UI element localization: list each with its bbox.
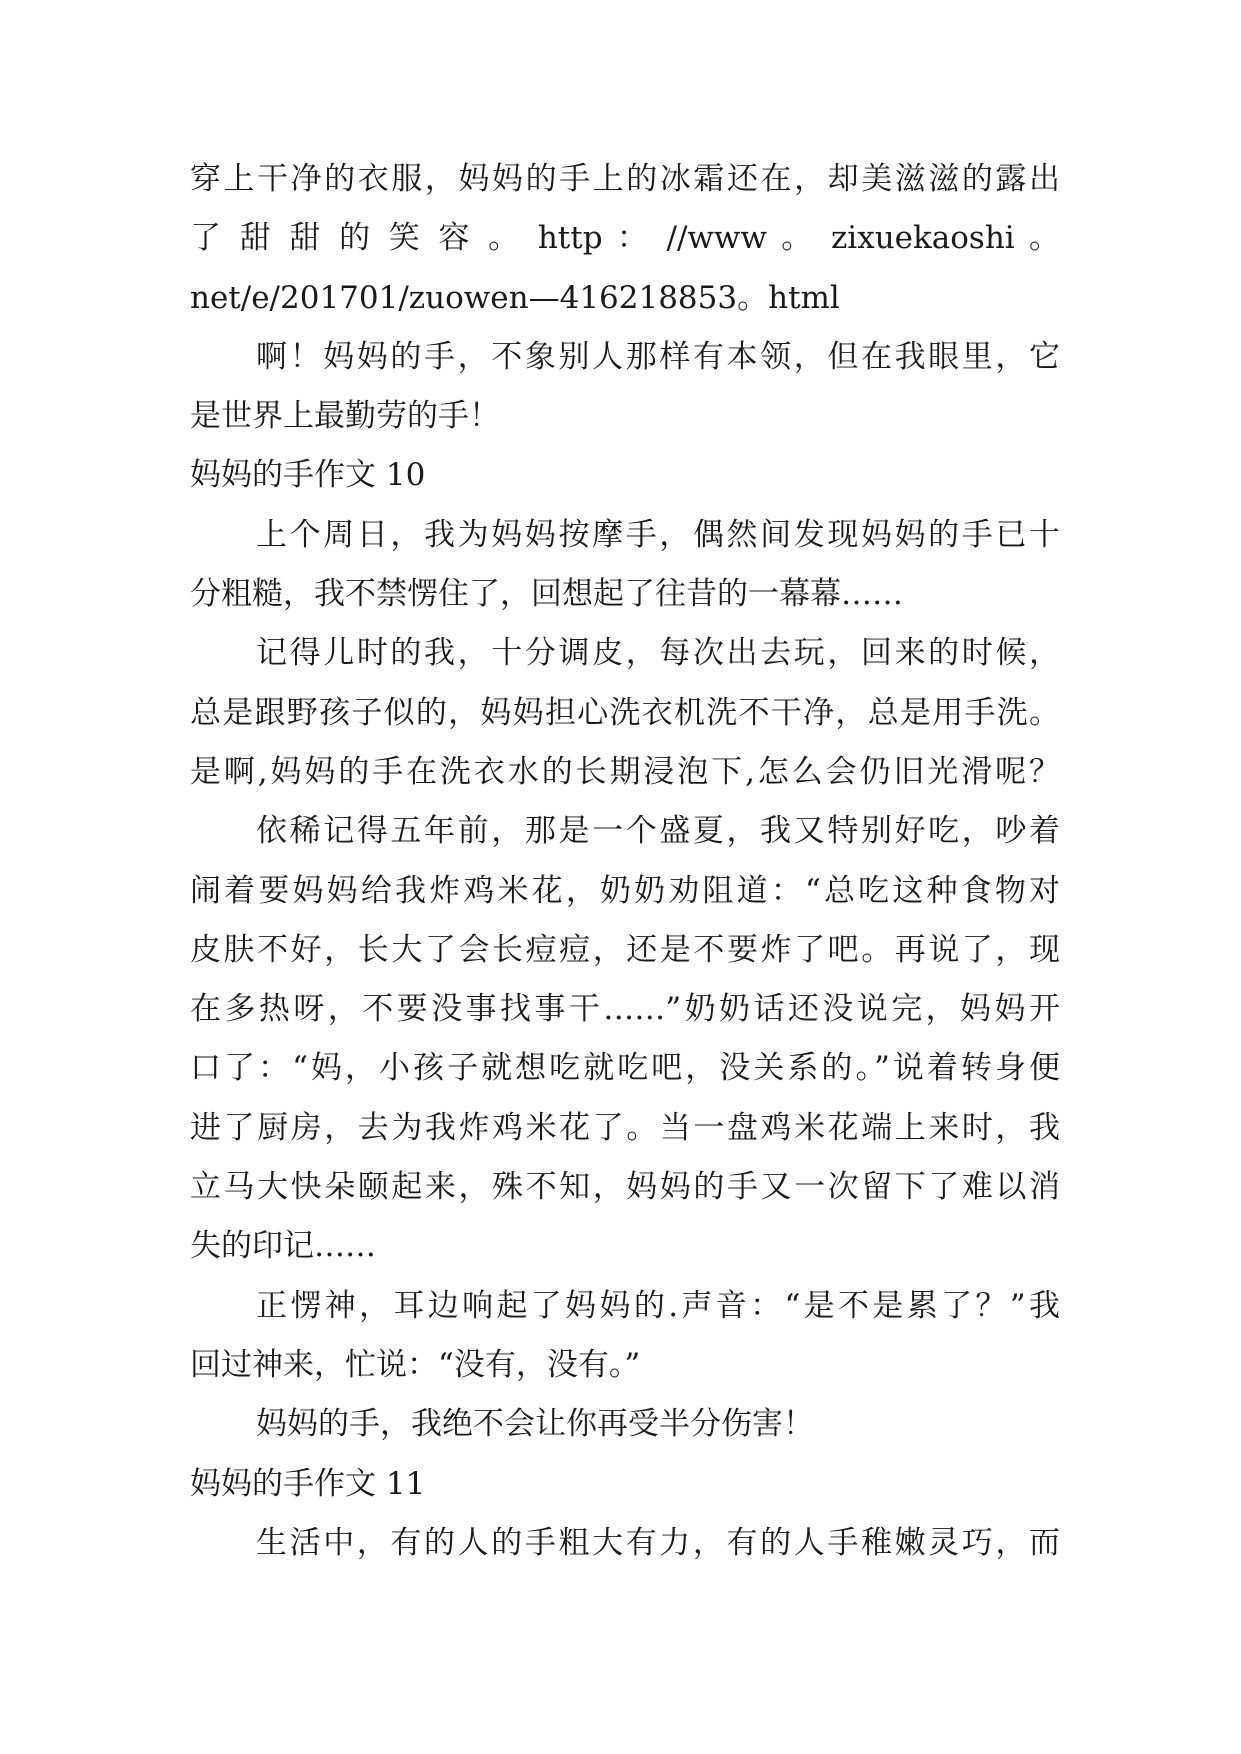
text-line: 回过神来，忙说：“没有，没有。” <box>190 1346 641 1383</box>
section-heading: 妈妈的手作文 10 <box>190 457 426 494</box>
section-heading: 妈妈的手作文 11 <box>190 1465 426 1502</box>
text-line: 闹着要妈妈给我炸鸡米花，奶奶劝阻道：“总吃这种食物对 <box>190 872 1060 909</box>
text-line: 上个周日，我为妈妈按摩手，偶然间发现妈妈的手已十 <box>256 516 1060 553</box>
document-page <box>190 150 1060 1573</box>
text-line: 妈妈的手，我绝不会让你再受半分伤害！ <box>256 1406 814 1443</box>
text-line: 生活中，有的人的手粗大有力，有的人手稚嫩灵巧，而 <box>256 1524 1060 1561</box>
text-line: 记得儿时的我，十分调皮，每次出去玩，回来的时候， <box>256 635 1060 672</box>
text-line: 了 甜 甜 的 笑 容 。 http ： //www 。 zixuekaoshi 。 <box>190 220 1060 257</box>
text-line: 进了厨房，去为我炸鸡米花了。当一盘鸡米花端上来时，我 <box>190 1109 1060 1146</box>
text-line: 分粗糙，我不禁愣住了，回想起了往昔的一幕幕…… <box>190 576 903 613</box>
text-line: 依稀记得五年前，那是一个盛夏，我又特别好吃，吵着 <box>256 813 1060 850</box>
text-line: 穿上干净的衣服，妈妈的手上的冰霜还在，却美滋滋的露出 <box>190 161 1060 197</box>
text-line: 是啊,妈妈的手在洗衣水的长期浸泡下,怎么会仍旧光滑呢？ <box>190 753 1060 790</box>
text-line: 正愣神，耳边响起了妈妈的.声音：“是不是累了？”我 <box>256 1287 1060 1324</box>
text-line: 皮肤不好，长大了会长痘痘，还是不要炸了吧。再说了，现 <box>190 931 1060 968</box>
text-line: 口了：“妈，小孩子就想吃就吃吧，没关系的。”说着转身便 <box>190 1050 1060 1087</box>
text-line: 啊！妈妈的手，不象别人那样有本领，但在我眼里，它 <box>256 338 1060 375</box>
text-line: 是世界上最勤劳的手！ <box>190 398 500 435</box>
text-line: 在多热呀，不要没事找事干……”奶奶话还没说完，妈妈开 <box>190 991 1060 1028</box>
text-line: 总是跟野孩子似的，妈妈担心洗衣机洗不干净，总是用手洗。 <box>190 694 1060 731</box>
text-line: 立马大快朵颐起来，殊不知，妈妈的手又一次留下了难以消 <box>190 1169 1060 1206</box>
text-line: net/e/201701/zuowen—416218853。html <box>190 279 840 316</box>
text-line: 失的印记…… <box>190 1228 376 1265</box>
